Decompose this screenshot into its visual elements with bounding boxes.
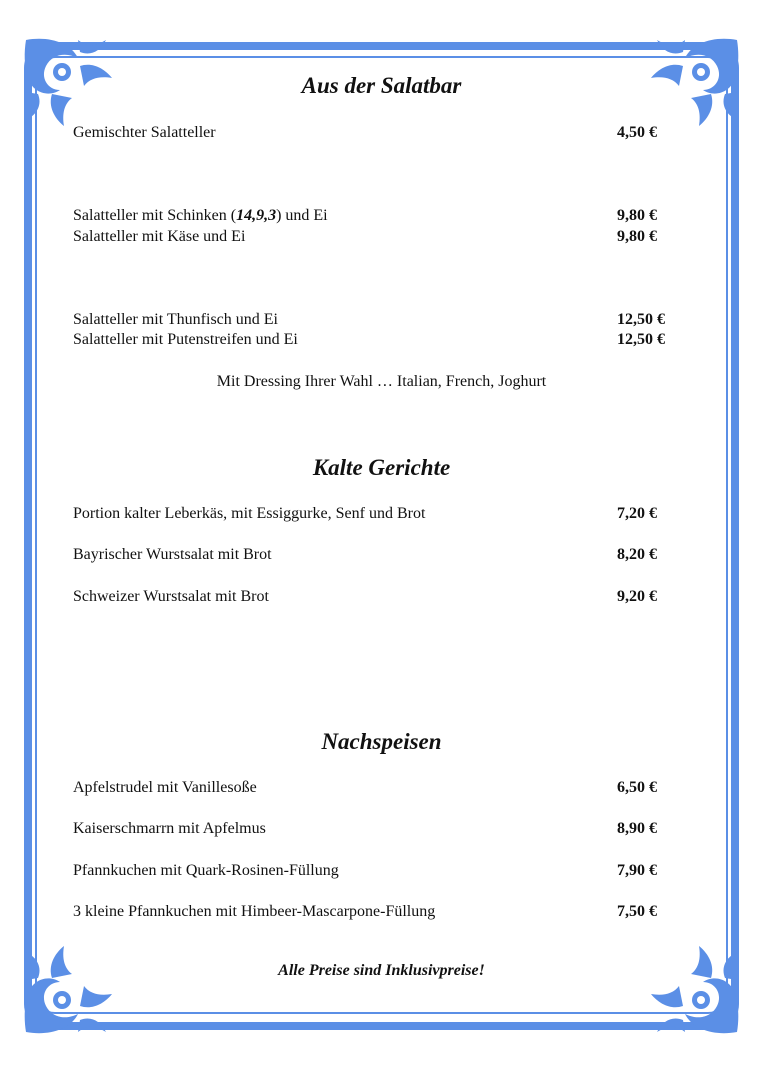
menu-item-price: 4,50 € bbox=[617, 124, 657, 141]
corner-ornament-icon bbox=[18, 930, 128, 1040]
menu-item-name-part: Salatteller mit Schinken ( bbox=[73, 207, 237, 224]
menu-item-name: Portion kalter Leberkäs, mit Essiggurke, Senf und Brot bbox=[73, 505, 426, 522]
menu-item-name: Salatteller mit Käse und Ei bbox=[73, 228, 246, 245]
corner-ornament-icon bbox=[635, 930, 745, 1040]
allergen-codes: 14,9,3 bbox=[236, 207, 277, 224]
menu-item-name: Apfelstrudel mit Vanillesoße bbox=[73, 779, 257, 796]
menu-item-name bbox=[73, 207, 328, 225]
menu-item-name: Gemischter Salatteller bbox=[73, 124, 216, 141]
menu-item-price: 8,20 € bbox=[617, 546, 657, 563]
menu-item-price: 12,50 € bbox=[617, 311, 665, 328]
menu-item-price: 7,50 € bbox=[617, 903, 657, 920]
dressing-note: Mit Dressing Ihrer Wahl … Italian, French, Joghurt bbox=[216, 373, 547, 390]
price-footer-note: Alle Preise sind Inklusivpreise! bbox=[278, 962, 485, 979]
menu-item-name: Salatteller mit Putenstreifen und Ei bbox=[73, 331, 298, 348]
menu-item-name: 3 kleine Pfannkuchen mit Himbeer-Mascarpone-Füllung bbox=[73, 903, 436, 920]
menu-item-name: Schweizer Wurstsalat mit Brot bbox=[73, 588, 269, 605]
menu-item-price: 7,20 € bbox=[617, 505, 657, 522]
menu-item-name: Salatteller mit Thunfisch und Ei bbox=[73, 311, 278, 328]
menu-item-name: Kaiserschmarrn mit Apfelmus bbox=[73, 820, 266, 837]
menu-item-name-part: ) und Ei bbox=[276, 207, 328, 224]
menu-item-name: Bayrischer Wurstsalat mit Brot bbox=[73, 546, 272, 563]
section-title-nachspeisen: Nachspeisen bbox=[321, 729, 442, 754]
menu-item-price: 9,20 € bbox=[617, 588, 657, 605]
section-title-salatbar: Aus der Salatbar bbox=[301, 73, 462, 98]
menu-item-price: 6,50 € bbox=[617, 779, 657, 796]
menu-item-price: 12,50 € bbox=[617, 331, 665, 348]
menu-item-name: Pfannkuchen mit Quark-Rosinen-Füllung bbox=[73, 862, 339, 879]
menu-item-price: 8,90 € bbox=[617, 820, 657, 837]
section-title-kalte-gerichte: Kalte Gerichte bbox=[312, 455, 451, 480]
menu-item-price: 9,80 € bbox=[617, 228, 657, 245]
menu-item-price: 7,90 € bbox=[617, 862, 657, 879]
menu-item-price: 9,80 € bbox=[617, 207, 657, 224]
